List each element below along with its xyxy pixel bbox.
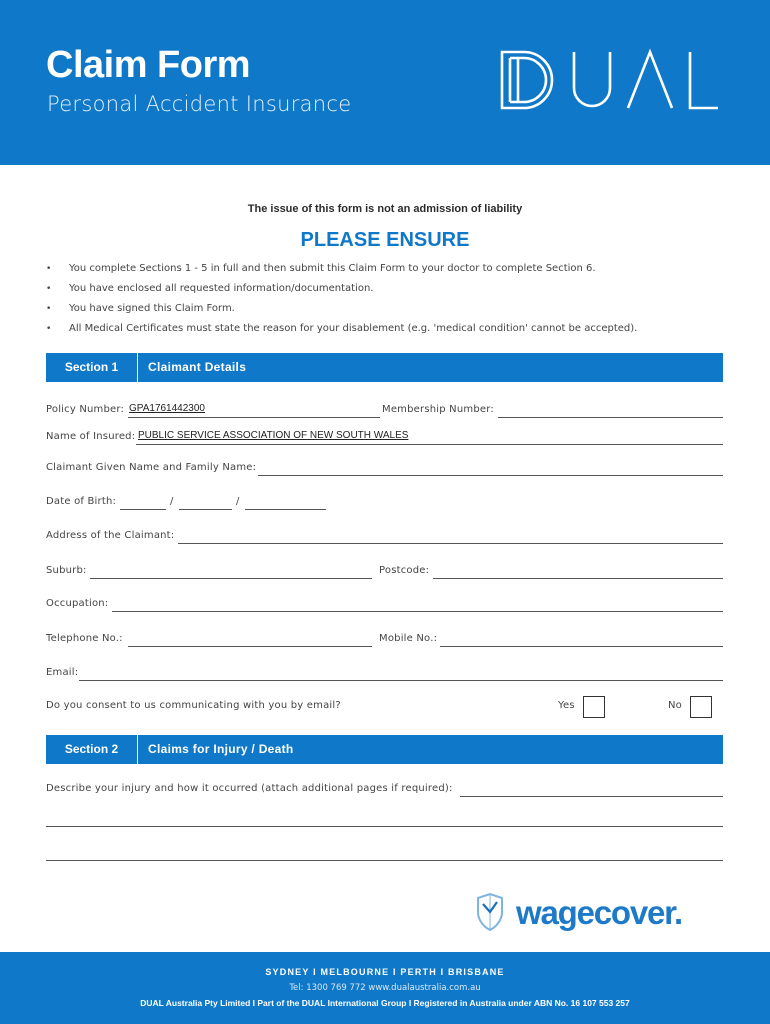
describe-injury-field[interactable] xyxy=(460,796,723,797)
consent-yes-label: Yes xyxy=(558,700,575,711)
section-1-bar xyxy=(46,353,723,382)
dob-row xyxy=(46,496,723,512)
consent-no-checkbox[interactable] xyxy=(690,696,712,718)
telephone-label: Telephone No.: xyxy=(46,633,123,644)
dob-month-field[interactable] xyxy=(179,509,232,510)
wagecover-wordmark: wagecover. xyxy=(516,894,682,931)
section-2-title: Claims for Injury / Death xyxy=(148,742,294,756)
membership-number-field[interactable] xyxy=(498,417,723,418)
postcode-label: Postcode: xyxy=(379,565,430,576)
list-item: • You complete Sections 1 - 5 in full and then submit this Claim Form to your doctor to complete Section 6. xyxy=(46,262,736,282)
list-item: • You have enclosed all requested information/documentation. xyxy=(46,282,736,302)
wagecover-logo xyxy=(474,890,724,936)
list-item: • You have signed this Claim Form. xyxy=(46,302,736,322)
name-of-insured-value: PUBLIC SERVICE ASSOCIATION OF NEW SOUTH WALES xyxy=(138,430,409,441)
occupation-label: Occupation: xyxy=(46,598,109,609)
name-of-insured-label: Name of Insured: xyxy=(46,431,136,442)
liability-notice: The issue of this form is not an admission of liability xyxy=(247,203,523,215)
occupation-row xyxy=(46,598,723,614)
form-title: Claim Form xyxy=(46,44,251,86)
email-field[interactable] xyxy=(79,680,723,681)
email-consent-question: Do you consent to us communicating with you by email? xyxy=(46,700,341,711)
email-row xyxy=(46,667,723,683)
contact-details: Tel: 1300 769 772 www.dualaustralia.com.au xyxy=(289,983,481,993)
claimant-name-row xyxy=(46,462,723,478)
suburb-row xyxy=(46,565,723,581)
describe-row xyxy=(46,783,723,799)
describe-injury-line-3[interactable] xyxy=(46,860,723,861)
membership-number-label: Membership Number: xyxy=(382,404,494,415)
shield-icon xyxy=(478,894,502,930)
suburb-field[interactable] xyxy=(90,578,372,579)
dob-year-field[interactable] xyxy=(245,509,326,510)
form-subtitle: Personal Accident Insurance xyxy=(47,92,352,116)
consent-row xyxy=(46,700,723,716)
name-of-insured-field[interactable] xyxy=(136,444,723,445)
list-item: • All Medical Certificates must state the reason for your disablement (e.g. 'medical condition' cannot be accepted). xyxy=(46,322,736,342)
claimant-name-label: Claimant Given Name and Family Name: xyxy=(46,462,257,473)
dual-logo xyxy=(498,48,720,112)
mobile-label: Mobile No.: xyxy=(379,633,438,644)
suburb-label: Suburb: xyxy=(46,565,87,576)
office-cities: SYDNEY I MELBOURNE I PERTH I BRISBANE xyxy=(265,967,505,977)
policy-number-value: GPA1761442300 xyxy=(129,403,205,414)
dob-separator: / xyxy=(170,496,174,507)
policy-number-field[interactable] xyxy=(128,417,380,418)
policy-number-label: Policy Number: xyxy=(46,404,125,415)
legal-notice: DUAL Australia Pty Limited I Part of the DUAL International Group I Registered in Australia under ABN No. 16 107 553 257 xyxy=(140,998,630,1008)
postcode-field[interactable] xyxy=(433,578,723,579)
dob-separator: / xyxy=(236,496,240,507)
section-2-number: Section 2 xyxy=(46,735,138,764)
email-label: Email: xyxy=(46,667,79,678)
insured-row xyxy=(46,431,723,447)
dob-label: Date of Birth: xyxy=(46,496,117,507)
mobile-field[interactable] xyxy=(440,646,723,647)
consent-no-label: No xyxy=(668,700,682,711)
describe-injury-line-2[interactable] xyxy=(46,826,723,827)
phone-row xyxy=(46,633,723,649)
address-row xyxy=(46,530,723,546)
section-1-title: Claimant Details xyxy=(148,360,247,374)
address-field[interactable] xyxy=(178,543,723,544)
telephone-field[interactable] xyxy=(128,646,372,647)
footer xyxy=(0,952,770,1024)
describe-injury-label: Describe your injury and how it occurred (attach additional pages if required): xyxy=(46,783,453,794)
section-1-number: Section 1 xyxy=(46,353,138,382)
policy-row xyxy=(46,404,723,420)
address-label: Address of the Claimant: xyxy=(46,530,175,541)
header-banner xyxy=(0,0,770,165)
instructions-list xyxy=(46,262,736,342)
occupation-field[interactable] xyxy=(112,611,723,612)
dob-day-field[interactable] xyxy=(120,509,166,510)
consent-yes-checkbox[interactable] xyxy=(583,696,605,718)
please-ensure-heading: PLEASE ENSURE xyxy=(300,229,470,251)
section-2-bar xyxy=(46,735,723,764)
claimant-name-field[interactable] xyxy=(258,475,723,476)
